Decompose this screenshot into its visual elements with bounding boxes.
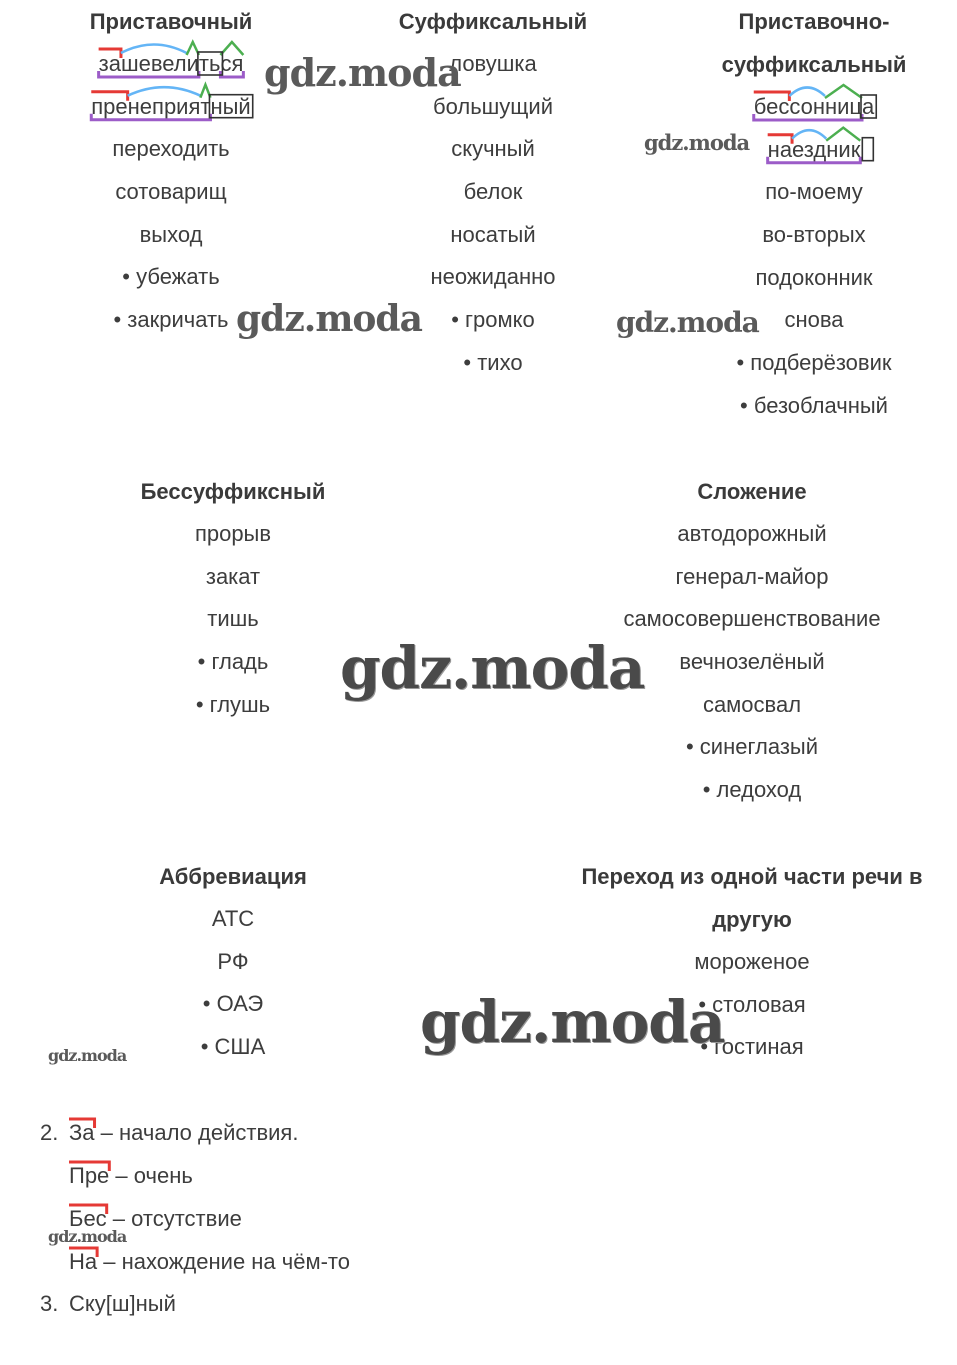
prefix-marked: На <box>69 1249 98 1274</box>
list-item: неожиданно <box>430 264 556 290</box>
list-item: самосвал <box>702 691 802 717</box>
watermark: gdz.moda <box>48 1227 127 1246</box>
task-2-line <box>69 1111 298 1154</box>
abbreviation-column <box>130 855 336 1069</box>
abbreviation-column-title: Аббревиация <box>159 864 307 889</box>
list-item: • столовая <box>698 991 806 1017</box>
list-item: • закричать <box>113 307 229 333</box>
list-item: • громко <box>451 307 535 333</box>
prefix-meaning: – отсутствие <box>106 1206 242 1231</box>
prefix-suffix-column-title: Приставочно- <box>738 9 890 34</box>
list-item: • убежать <box>122 264 220 290</box>
prefix-suffix-column-title-2: суффиксальный <box>721 52 907 77</box>
list-item: • глушь <box>195 691 271 717</box>
list-item: закат <box>205 563 261 589</box>
prefix-marked: Пре <box>69 1163 110 1188</box>
list-item: самосовершенствование <box>623 606 881 632</box>
task-2-line <box>69 1154 193 1197</box>
marked-word: зашевелиться <box>98 51 244 76</box>
list-item: ловушка <box>449 51 537 76</box>
list-item: сотоварищ <box>115 179 227 205</box>
prefix-suffix-column <box>700 0 928 428</box>
watermark: gdz.moda <box>264 50 461 95</box>
list-item: носатый <box>450 221 536 247</box>
list-item: по-моему <box>765 179 863 205</box>
list-item: скучный <box>451 136 535 162</box>
list-item: тишь <box>207 606 259 632</box>
prefix-meaning: – нахождение на чём-то <box>97 1249 350 1274</box>
task-2-line <box>69 1240 350 1283</box>
nonsuffix-column-title: Бессуффиксный <box>140 479 326 504</box>
list-item: АТС <box>211 906 255 931</box>
list-item <box>60 43 282 86</box>
list-item: прорыв <box>194 521 272 546</box>
watermark: gdz.moda <box>420 988 725 1056</box>
marked-word: наездник <box>767 136 861 162</box>
prefix-column <box>60 0 282 342</box>
list-item: РФ <box>217 948 249 974</box>
suffix-column-title: Суффиксальный <box>398 9 588 34</box>
prefix-meaning: – очень <box>109 1163 193 1188</box>
marked-word: бессонница <box>753 94 875 119</box>
watermark: gdz.moda <box>644 130 750 155</box>
marked-word: пренеприятный <box>91 93 251 119</box>
list-item: • синеглазый <box>685 734 819 760</box>
conversion-column-title-2: другую <box>712 907 792 932</box>
task-2-number: 2. <box>40 1120 59 1145</box>
watermark: gdz.moda <box>340 634 645 702</box>
list-item: мороженое <box>694 949 810 974</box>
list-item: • гостиная <box>700 1034 804 1060</box>
prefix-marked: За <box>69 1120 95 1145</box>
watermark: gdz.moda <box>616 306 759 339</box>
list-item: большущий <box>433 93 553 119</box>
list-item: • подберёзовик <box>736 350 892 376</box>
list-item: • ОАЭ <box>202 991 264 1017</box>
list-item: • тихо <box>463 349 523 375</box>
list-item: переходить <box>112 136 230 162</box>
list-item: • США <box>200 1034 266 1060</box>
list-item <box>60 86 282 129</box>
conversion-column-title: Переход из одной части речи в <box>581 864 923 889</box>
list-item: подоконник <box>755 264 873 290</box>
watermark: gdz.moda <box>48 1046 127 1065</box>
list-item: выход <box>139 221 203 247</box>
prefix-meaning: – начало действия. <box>94 1120 299 1145</box>
prefix-marked: Бес <box>69 1206 107 1231</box>
list-item: белок <box>463 179 523 205</box>
list-item: генерал-майор <box>675 563 829 589</box>
list-item: снова <box>784 307 844 333</box>
nonsuffix-column <box>110 470 356 726</box>
list-item: • безоблачный <box>740 392 888 418</box>
list-item: • гладь <box>197 649 269 675</box>
compound-column-title: Сложение <box>697 479 807 504</box>
task-3-number: 3. <box>40 1291 59 1316</box>
list-item: вечнозелёный <box>679 649 825 675</box>
list-item: во-вторых <box>762 222 866 248</box>
prefix-column-title: Приставочный <box>89 9 253 34</box>
watermark: gdz.moda <box>236 298 422 340</box>
list-item <box>700 86 928 129</box>
list-item: • ледоход <box>702 777 802 803</box>
list-item: автодорожный <box>677 521 827 546</box>
task-3-text: Ску[ш]ный <box>69 1291 176 1316</box>
